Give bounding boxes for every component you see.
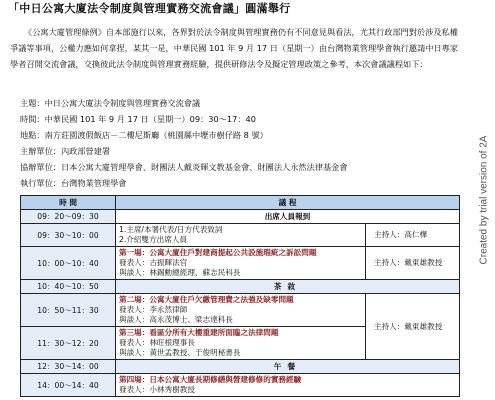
session-title: 第一場：公寓大廈住戶對建商提起公共設施瑕疵之訴訟問題 — [119, 248, 317, 257]
table-row — [21, 210, 460, 224]
row-time: 09：20～09：30 — [21, 210, 116, 224]
row-line: 1.主席/本署代表/日方代表致詞 — [119, 225, 223, 234]
schedule-header-row — [21, 196, 460, 210]
row-time: 10：00～10：40 — [21, 247, 116, 280]
row-line: 與談人：黃世孟教授、于俊明秘書長 — [119, 348, 241, 357]
row-line: 發表人：小林秀樹教授 — [119, 385, 195, 394]
meta-time: 時間：中華民國 101 年 9 月 17 日（星期一）09：30～17：40 — [20, 114, 256, 124]
table-row — [21, 374, 460, 397]
row-line: 發表人：古振暉法官 — [119, 258, 188, 267]
meta-organizer: 主辦單位：內政部營建署 — [20, 146, 111, 156]
header-agenda: 議 程 — [116, 196, 460, 210]
trial-watermark — [473, 0, 495, 400]
row-content — [116, 327, 366, 360]
meta-topic: 主題：中日公寓大廈法令制度與管理實務交流會議 — [20, 98, 201, 108]
intro-paragraph: 《公寓大廈管理條例》自本部施行以來，各界對於法令制度與管理實務仍有不同意見與看法，尤其行政部門對於涉及私權爭議等事項，公權力應如何拿捏，某其一是，中華民國 101 年 9 月 17 日（星期一）由台灣物業管理學會執行邀請中日專家學者召開交流會議，交換彼此法令制度與管理實務經驗，提供研修法令及擬定管理政策之參考，本次會議議程如下： — [10, 27, 459, 69]
row-host: 主持人：戴東雄教授 — [366, 247, 460, 280]
row-time: 14：00～14：40 — [21, 374, 116, 397]
row-content — [116, 247, 366, 280]
table-row — [21, 224, 460, 247]
row-content — [116, 374, 460, 397]
row-line: 發表人：林旺根理事長 — [119, 338, 195, 347]
row-time: 12：30～14：00 — [21, 360, 116, 374]
row-content — [116, 294, 366, 327]
table-row — [21, 294, 460, 327]
meta-co-organizer: 協辦單位：日本公寓大廈管理學會、財團法人戴炎輝文教基金會、財團法人永然法律基金會 — [20, 162, 348, 172]
row-line: 2.介紹雙方出席人員 — [119, 235, 187, 244]
schedule-table — [20, 195, 460, 397]
row-host: 主持人：高仁樺 — [366, 224, 460, 247]
break-label: 茶敘 — [116, 280, 460, 294]
break-label: 午餐 — [116, 360, 460, 374]
row-time: 11：30～12：20 — [21, 327, 116, 360]
row-line: 與談人：林錫勳總經理、蘇志民科長 — [119, 268, 241, 277]
row-time: 09：30～10：00 — [21, 224, 116, 247]
row-content — [116, 224, 366, 247]
row-line: 與談人：高永茂博士、梁志達科長 — [119, 315, 233, 324]
row-time: 10：40～10：50 — [21, 280, 116, 294]
table-row — [21, 247, 460, 280]
row-text: 出席人員報到 — [116, 210, 460, 224]
header-time: 時 間 — [21, 196, 116, 210]
row-line: 發表人：李永然律師 — [119, 305, 188, 314]
watermark-text: Created by trial version of 2A — [478, 135, 490, 265]
meta-location: 地點：南方莊園渡假飯店－二樓尼斯廳（桃園縣中壢市樹仔路 8 號） — [20, 130, 268, 140]
session-title: 第二場：公寓大廈住戶欠繳管理費之法強及缺零問題 — [119, 295, 294, 304]
table-row — [21, 280, 460, 294]
document-title: 「中日公寓大廈法令制度與管理實務交流會議」圓滿舉行 — [8, 2, 291, 15]
session-title: 第四場：日本公寓大廈長期修繕與營建修修的實務經驗 — [119, 375, 302, 384]
meta-executor: 執行單位：台灣物業管理學會 — [20, 178, 127, 188]
table-row — [21, 360, 460, 374]
row-time: 10：50～11：30 — [21, 294, 116, 327]
session-title: 第三場：看區分所有大樓重建所面臨之法律問題 — [119, 328, 279, 337]
row-host: 主持人：戴東雄教授 — [366, 294, 460, 360]
